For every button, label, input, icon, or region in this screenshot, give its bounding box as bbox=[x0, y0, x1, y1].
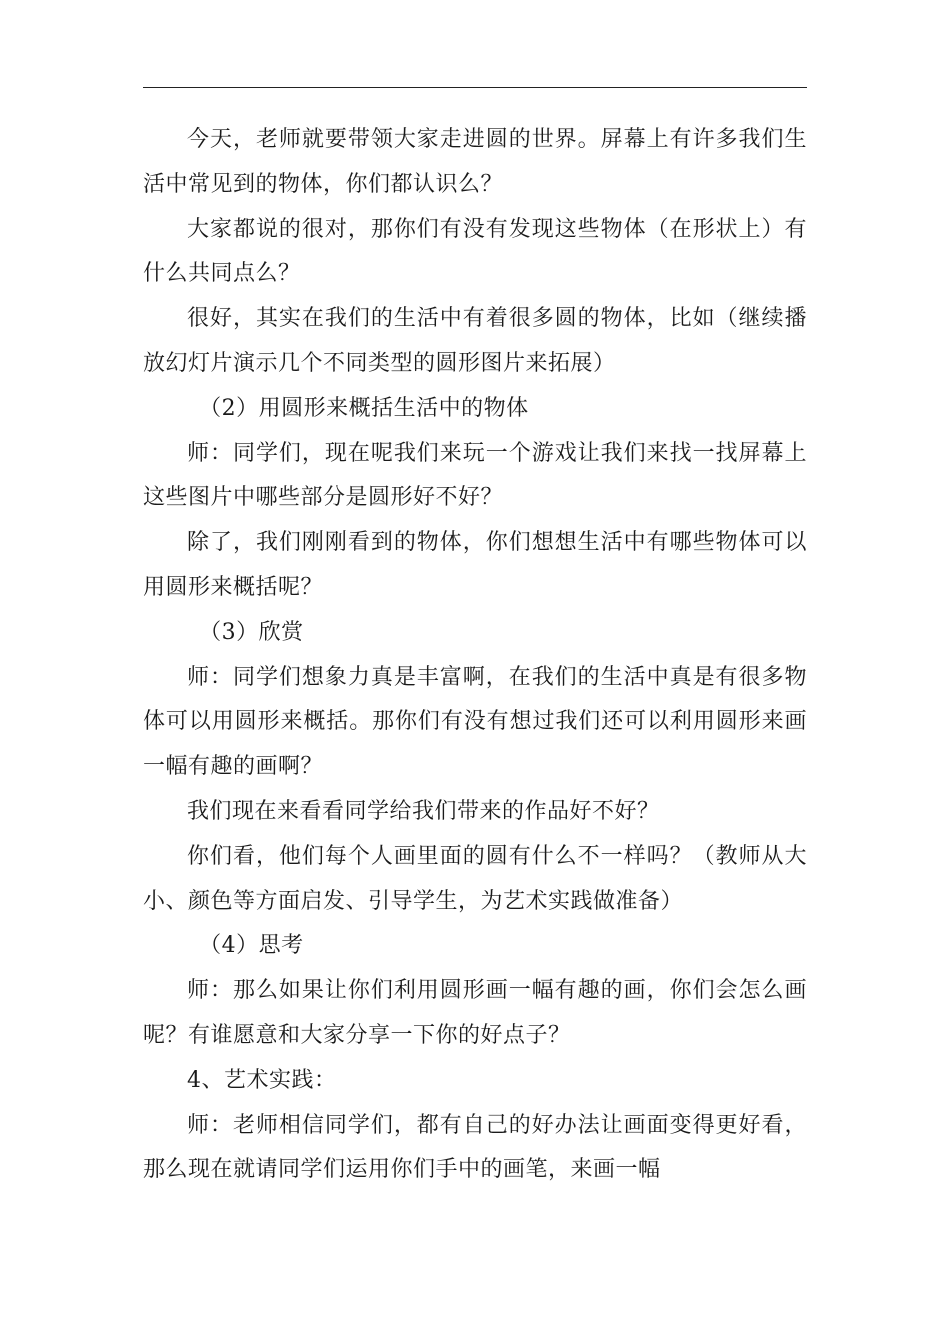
paragraph-imagination: 师：同学们想象力真是丰富啊，在我们的生活中真是有很多物体可以用圆形来概括。那你们有没有想过我们还可以利用圆形来画一幅有趣的画啊？ bbox=[143, 664, 807, 780]
paragraph-intro: 今天，老师就要带领大家走进圆的世界。屏幕上有许多我们生活中常见到的物体，你们都认识么？ bbox=[143, 127, 807, 197]
section-heading-4: （4）思考 bbox=[199, 933, 304, 959]
document-body bbox=[143, 118, 807, 1193]
paragraph-other-objects: 除了，我们刚刚看到的物体，你们想想生活中有哪些物体可以用圆形来概括呢？ bbox=[143, 530, 807, 600]
paragraph-game: 师：同学们，现在呢我们来玩一个游戏让我们来找一找屏幕上这些图片中哪些部分是圆形好不好？ bbox=[143, 440, 807, 511]
section-heading-art-practice: 4、艺术实践： bbox=[187, 1067, 337, 1093]
section-heading-2: （2）用圆形来概括生活中的物体 bbox=[199, 395, 529, 421]
paragraph-practice: 师：老师相信同学们，都有自己的好办法让画面变得更好看，那么现在就请同学们运用你们手中的画笔，来画一幅 bbox=[143, 1112, 807, 1183]
paragraph-examples: 很好，其实在我们的生活中有着很多圆的物体，比如（继续播放幻灯片演示几个不同类型的圆形图片来拓展） bbox=[143, 306, 807, 376]
paragraph-differences: 你们看，他们每个人画里面的圆有什么不一样吗？（教师从大小、颜色等方面启发、引导学生，为艺术实践做准备） bbox=[143, 843, 807, 914]
paragraph-how-to-draw: 师：那么如果让你们利用圆形画一幅有趣的画，你们会怎么画呢？有谁愿意和大家分享一下你的好点子？ bbox=[143, 978, 807, 1048]
paragraph-works: 我们现在来看看同学给我们带来的作品好不好？ bbox=[187, 798, 660, 824]
paragraph-common-feature: 大家都说的很对，那你们有没有发现这些物体（在形状上）有什么共同点么？ bbox=[143, 216, 807, 287]
section-heading-3: （3）欣赏 bbox=[199, 619, 304, 645]
header-rule bbox=[143, 87, 807, 88]
